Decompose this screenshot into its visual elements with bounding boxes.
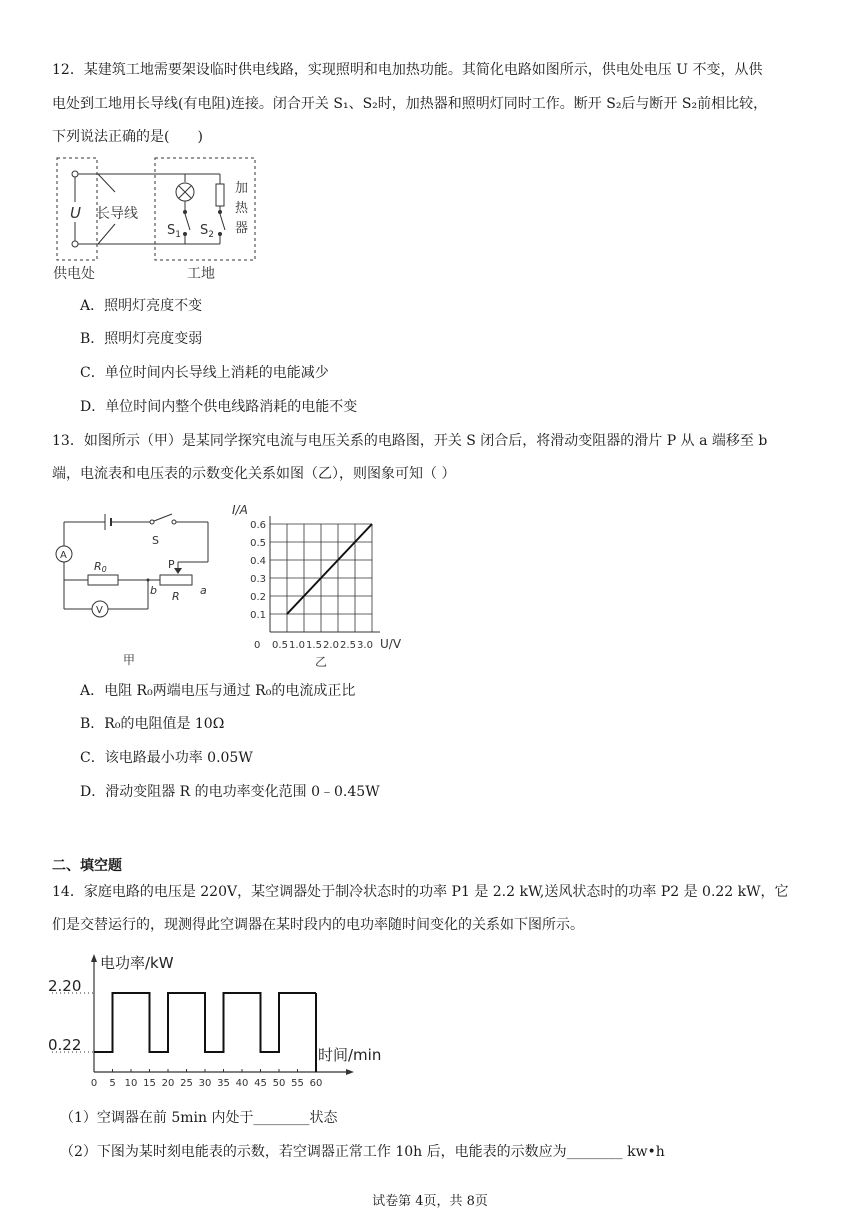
switch-s-label: S — [152, 534, 159, 547]
x-tick-label: 0 — [90, 1078, 98, 1089]
y-tick-label: 0.22 — [48, 1036, 82, 1054]
y-tick-label: 0.1 — [250, 610, 266, 621]
x-tick-label: 1.0 — [289, 640, 305, 651]
y-tick-label: 0.5 — [250, 538, 266, 549]
q12-text-line-1: 12．某建筑工地需要架设临时供电线路，实现照明和电加热功能。其简化电路如图所示，供电处电压 U 不变，从供 — [52, 62, 763, 78]
rheostat-r-label: R — [172, 590, 180, 603]
iv-chart — [228, 500, 418, 670]
q14-sub-question-2: （2）下图为某时刻电能表的示数，若空调器正常工作 10h 后，电能表的示数应为________ kw•h — [60, 1144, 665, 1160]
x-tick-label: 15 — [143, 1078, 156, 1089]
r0-label: R — [94, 560, 102, 573]
switch-s2-icon — [220, 214, 225, 230]
svg-text:S1 — [167, 223, 181, 240]
x-tick-label: 35 — [217, 1078, 230, 1089]
q13-option-c: C．该电路最小功率 0.05W — [80, 750, 253, 766]
y-axis-label: 电功率/kW — [100, 954, 174, 972]
x-tick-label: 3.0 — [357, 640, 373, 651]
x-tick-label: 40 — [235, 1078, 249, 1089]
q13-option-d: D．滑动变阻器 R 的电功率变化范围 0﹣0.45W — [80, 784, 380, 800]
end-a-label: a — [200, 584, 207, 597]
x-tick-label: 50 — [272, 1078, 286, 1089]
q13-circuit-figure — [50, 508, 220, 668]
y-tick-label: 0.3 — [250, 574, 266, 585]
heater-label-2: 热 — [235, 201, 249, 216]
slider-p-label: P — [168, 558, 175, 571]
supply-label: 供电处 — [53, 266, 95, 282]
voltage-u-label: U — [70, 204, 81, 222]
voltmeter-label: V — [96, 605, 103, 616]
resistor-r0-icon — [88, 575, 118, 585]
q13-option-a: A．电阻 R₀两端电压与通过 R₀的电流成正比 — [80, 683, 356, 699]
q13-text-line-1: 13．如图所示（甲）是某同学探究电流与电压关系的电路图，开关 S 闭合后，将滑动变阻器的滑片 P 从 a 端移至 b — [52, 433, 768, 449]
y-tick-label: 0.4 — [250, 556, 266, 567]
end-b-label: b — [150, 584, 157, 597]
y-tick-label: 2.20 — [48, 977, 82, 995]
circuit-caption-jia: 甲 — [123, 653, 136, 667]
x-tick-label: 20 — [161, 1078, 175, 1089]
q14-text-line-1: 14．家庭电路的电压是 220V，某空调器处于制冷状态时的功率 P1 是 2.2 kW,送风状态时的功率 P2 是 0.22 kW，它 — [52, 884, 789, 900]
q12-option-d: D．单位时间内整个供电线路消耗的电能不变 — [80, 399, 358, 415]
q12-option-a: A．照明灯亮度不变 — [80, 298, 203, 314]
x-axis-label: 时间/min — [318, 1046, 382, 1064]
svg-text:S2 — [200, 223, 214, 240]
q12-option-c: C．单位时间内长导线上消耗的电能减少 — [80, 365, 329, 381]
q12-text-line-3: 下列说法正确的是( ) — [52, 129, 203, 145]
x-tick-label: 2.0 — [323, 640, 339, 651]
x-tick-label: 2.5 — [340, 640, 356, 651]
switch-s1-icon — [185, 214, 190, 230]
x-axis-label: U/V — [380, 637, 402, 651]
heater-resistor-icon — [216, 184, 224, 206]
x-tick-label: 25 — [180, 1078, 193, 1089]
r0-subscript: 0 — [101, 565, 107, 574]
x-tick-label: 55 — [291, 1078, 304, 1089]
q12-option-b: B．照明灯亮度变弱 — [80, 331, 203, 347]
x-tick-label: 1.5 — [306, 640, 322, 651]
q14-text-line-2: 们是交替运行的，现测得此空调器在某时段内的电功率随时间变化的关系如下图所示。 — [52, 917, 584, 933]
x-tick-label: 45 — [254, 1078, 267, 1089]
y-axis-arrow-icon — [91, 954, 97, 962]
site-label: 工地 — [187, 266, 215, 282]
heater-label-1: 加 — [235, 181, 249, 196]
y-tick-label: 0.2 — [250, 592, 266, 603]
section-heading: 二、填空题 — [52, 858, 122, 874]
switch-s1-subscript: 1 — [175, 230, 181, 240]
x-tick-label: 0.5 — [272, 640, 288, 651]
y-axis-label: I/A — [232, 503, 248, 517]
q12-text-line-2: 电处到工地用长导线(有电阻)连接。闭合开关 S₁、S₂时，加热器和照明灯同时工作。断开 S₂后与断开 S₂前相比较， — [52, 96, 768, 112]
q13-text-line-2: 端，电流表和电压表的示数变化关系如图（乙），则图象可知（ ） — [52, 466, 456, 482]
power-time-chart — [48, 948, 398, 1090]
x-tick-label: 30 — [198, 1078, 212, 1089]
ammeter-label: A — [60, 550, 67, 561]
switch-s2-label: S — [200, 223, 209, 238]
x-tick-label: 60 — [309, 1078, 323, 1089]
switch-s1-label: S — [167, 223, 176, 238]
iv-data-line — [287, 524, 372, 614]
y-tick-label: 0.6 — [250, 520, 266, 531]
x-axis-arrow-icon — [346, 1069, 354, 1075]
page-footer: 试卷第 4页，共 8页 — [372, 1194, 488, 1209]
origin-label: 0 — [254, 640, 261, 651]
x-tick-label: 5 — [109, 1078, 116, 1089]
heater-label-3: 器 — [235, 221, 249, 236]
graph-caption-yi: 乙 — [315, 655, 328, 669]
long-wire-label: 长导线 — [96, 206, 138, 222]
rheostat-icon — [160, 575, 192, 585]
svg-text:R0 — [94, 560, 107, 574]
q14-sub-question-1: （1）空调器在前 5min 内处于________状态 — [60, 1110, 338, 1126]
q13-option-b: B．R₀的电阻值是 10Ω — [80, 716, 225, 732]
switch-s2-subscript: 2 — [208, 230, 214, 240]
q12-circuit-figure — [50, 152, 270, 284]
power-data-line — [94, 993, 316, 1052]
x-tick-label: 10 — [124, 1078, 138, 1089]
